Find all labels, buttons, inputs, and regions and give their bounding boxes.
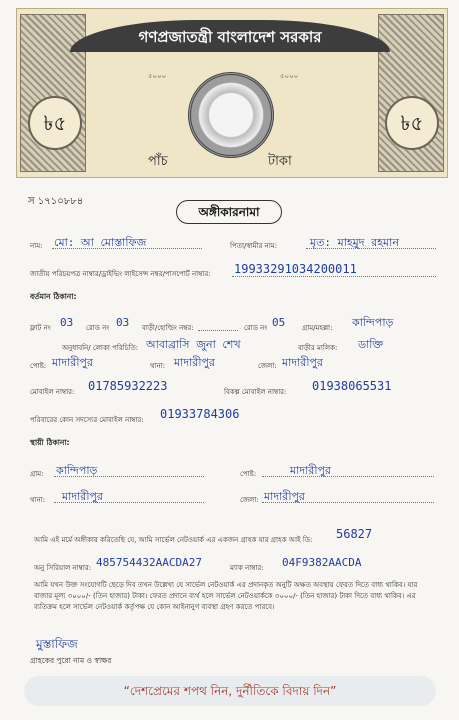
customer-signature: মুস্তাফিজ (36, 637, 78, 651)
father-value: মৃত: মাহমুদ রহমান (310, 236, 399, 249)
mobile-value: 01785932223 (88, 379, 168, 393)
stamp-small-left: ৫০০০ (148, 72, 167, 80)
house-label: বাড়ী/হোল্ডিং নম্বর: (142, 324, 194, 332)
customer-id-value: 56827 (336, 527, 373, 541)
mac-value: 04F9382AACDA (282, 556, 362, 569)
district-label: জেলা: (258, 362, 277, 370)
owner-label: বাড়ীর মালিক: (298, 344, 338, 352)
perm-village-label: গ্রাম: (30, 470, 44, 478)
declaration-line: আমি এই মর্মে অঙ্গীকার করিতেছি যে, আমি সার্ভেল নেটওয়ার্ক এর একজন গ্রাহক যার গ্রাহক আই ডি: (34, 536, 313, 544)
nid-value: 19933291034200011 (234, 262, 357, 276)
road-value: 03 (116, 316, 130, 329)
road2-value: 05 (272, 316, 286, 329)
declaration-paragraph: আমি যখন উক্ত সংযোগটি ছেড়ে দিব তখন উল্লেখ্য যে সার্ভেল নেটওয়ার্ক এর প্রদানকৃত অনুটি অক্ষত অবস্থায় ফেরত দিতে বাধ্য থাকিব। যার বাজার মূল্য ৩০০০/- (তিন হাজার) টাকা। ফেরত প্রদানে ব্যর্থ হলে সার্ভেল নেটওয়ার্ককে ৩০০০/- (তিন হাজার) টাকা দিতে বাধ্য থাকিব। এর ব্যতিক্রম হলে সার্ভেল নেটওয়ার্ক কর্তৃপক্ষ যে কোন আইনানুগ ব্যবস্থা গ্রহণ করতে পারবে। (34, 581, 418, 611)
present-address-heading: বর্তমান ঠিকানা: (30, 292, 77, 301)
house-line (198, 330, 238, 331)
onu-serial-label: অনু সিরিয়াল নাম্বার: (34, 564, 92, 572)
name-line (52, 248, 202, 249)
form-title: অঙ্গীকারনামা (176, 200, 282, 224)
district-value: মাদারীপুর (282, 356, 323, 369)
onu-serial-value: 485754432AACDA27 (96, 556, 202, 569)
stamp-value-right: ৳৫ (385, 96, 439, 150)
perm-district-label: জেলা: (240, 496, 259, 504)
name-value: মো: আ মোস্তাফিজ (54, 236, 147, 249)
name-label: নাম: (30, 242, 43, 250)
national-emblem-icon (188, 72, 274, 158)
stamp-title: গণপ্রজাতন্ত্রী বাংলাদেশ সরকার (70, 20, 390, 52)
stamp-currency-words: টাকা (268, 154, 292, 169)
road2-label: রোড নং (244, 324, 268, 332)
stamp-value-words: পাঁচ (148, 154, 168, 169)
stamp-small-right: ৫০০০ (280, 72, 299, 80)
stamp-value-left: ৳৫ (28, 96, 82, 150)
perm-post-value: মাদারীপুর (290, 464, 331, 477)
father-line (306, 248, 436, 249)
signature-label: গ্রাহকের পুরো নাম ও স্বাক্ষর (30, 656, 112, 665)
perm-post-label: পোষ্ট: (240, 470, 257, 478)
thana-value: মাদারীপুর (174, 356, 215, 369)
flat-label: ফ্লাট নং (30, 324, 51, 332)
nid-label: জাতীয় পরিচয়পত্র নাম্বার/ড্রাইভিং লাইসেন্স নম্বর/পাসপোর্ট নাম্বার: (30, 270, 211, 278)
perm-village-value: কান্দিপাড় (56, 464, 98, 477)
known-value: আবাব্রাসি জুনা শেখ (146, 338, 241, 351)
perm-post-line (262, 476, 434, 477)
thana-label: থানা: (150, 362, 166, 370)
owner-value: ডাক্তি (358, 338, 384, 351)
road-label: রোড নং (86, 324, 110, 332)
area-value: কান্দিপাড় (352, 316, 394, 329)
post-value: মাদারীপুর (52, 356, 93, 369)
family-mobile-label: পরিবারের কোন সদস্যের মোবাইল নাম্বার: (30, 416, 144, 424)
permanent-address-heading: স্থায়ী ঠিকানা: (30, 438, 70, 447)
post-label: পোষ্ট: (30, 362, 47, 370)
flat-value: 03 (60, 316, 74, 329)
perm-thana-label: থানা: (30, 496, 46, 504)
nid-line (232, 276, 436, 277)
perm-thana-line (54, 502, 204, 503)
known-label: অনুধাবনি/ লোকা পরিচিতি: (62, 344, 139, 352)
mac-label: ম্যাক নাম্বার: (230, 564, 264, 572)
perm-district-line (262, 502, 434, 503)
alt-mobile-label: বিকল্প মোবাইল নাম্বার: (224, 388, 287, 396)
mobile-label: মোবাইল নাম্বার: (30, 388, 75, 396)
perm-village-line (54, 476, 204, 477)
family-mobile-value: 01933784306 (160, 407, 240, 421)
area-label: গ্রাম/মহল্লা: (302, 324, 333, 332)
alt-mobile-value: 01938065531 (312, 379, 392, 393)
perm-thana-value: মাদারীপুর (62, 490, 103, 503)
perm-district-value: মাদারীপুর (264, 490, 305, 503)
stamp-serial: স ১৭১০৮৮৪ (28, 196, 84, 207)
stamp-footer-slogan: “দেশপ্রেমের শপথ নিন, দুর্নীতিকে বিদায় দিন” (24, 676, 436, 706)
father-label: পিতা/স্বামীর নাম: (230, 242, 278, 250)
